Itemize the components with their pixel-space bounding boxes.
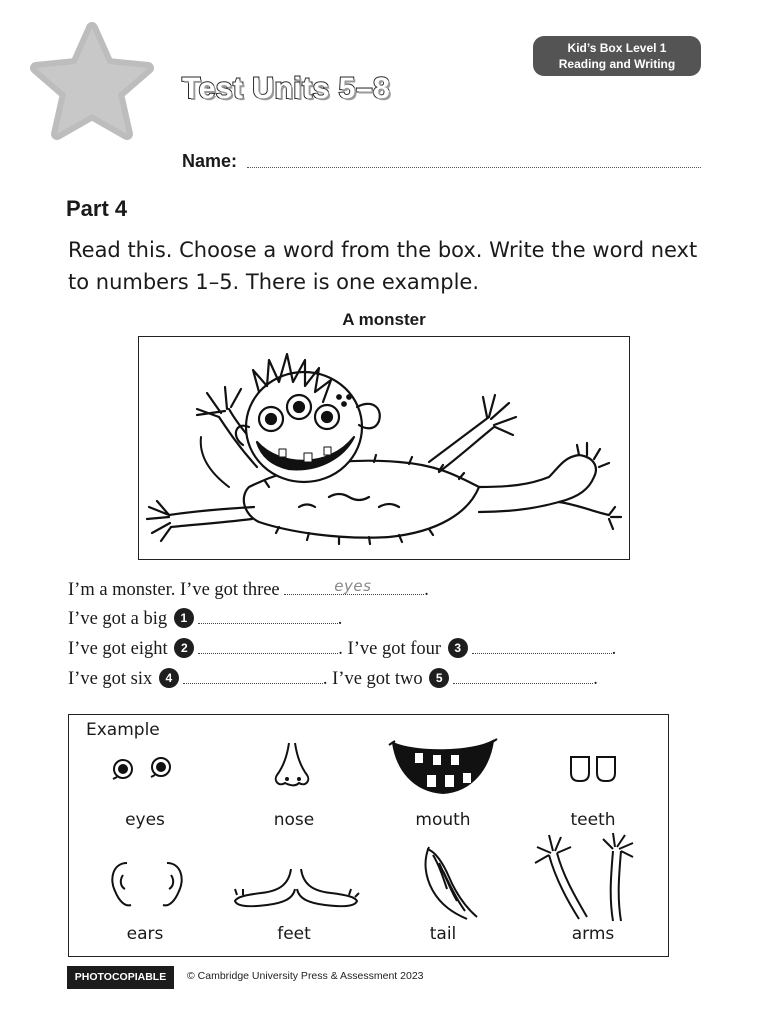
word-eyes: eyes — [125, 810, 165, 830]
word-arms: arms — [571, 924, 615, 944]
name-label: Name: — [182, 151, 238, 171]
ears-icon — [105, 857, 189, 913]
word-tail: tail — [429, 924, 457, 944]
sentence-text: I’ve got two — [332, 669, 423, 689]
question-number-3: 3 — [448, 638, 468, 658]
badge-line-1: Kid’s Box Level 1 — [567, 41, 667, 55]
name-field[interactable] — [247, 167, 701, 168]
word-nose: nose — [273, 810, 315, 830]
picture-title: A monster — [342, 310, 426, 329]
instructions: Read this. Choose a word from the box. Write the word next to numbers 1–5. There is one example. — [68, 238, 698, 294]
word-teeth: teeth — [570, 810, 616, 830]
sentence-2-3 — [68, 637, 616, 661]
answer-line-5[interactable] — [453, 667, 593, 684]
sentence-text: I’ve got six — [68, 669, 153, 689]
example-label: Example — [86, 720, 160, 740]
teeth-icon — [565, 751, 625, 787]
question-number-4: 4 — [159, 668, 179, 688]
word-ears: ears — [126, 924, 164, 944]
period: . — [337, 609, 343, 629]
answer-line-2[interactable] — [198, 637, 338, 654]
sentence-text: I’ve got four — [347, 639, 442, 659]
answer-line-example — [284, 578, 424, 595]
monster-illustration — [139, 337, 628, 558]
question-number-2: 2 — [174, 638, 194, 658]
period: . — [611, 639, 617, 659]
example-answer: eyes — [334, 577, 372, 595]
answer-line-3[interactable] — [472, 637, 612, 654]
photocopiable-badge: PHOTOCOPIABLE — [67, 966, 174, 989]
answer-line-4[interactable] — [183, 667, 323, 684]
sentence-text: I’ve got a big — [68, 609, 168, 629]
word-box — [68, 714, 669, 957]
arms-icon — [529, 831, 639, 927]
feet-icon — [231, 861, 361, 909]
sentence-example — [68, 578, 429, 602]
nose-icon — [265, 739, 325, 791]
star-icon — [28, 22, 156, 144]
level-badge — [533, 36, 701, 76]
period: . — [424, 580, 429, 600]
eyes-icon — [105, 749, 185, 789]
question-number-1: 1 — [174, 608, 194, 628]
mouth-icon — [385, 733, 501, 797]
period: . — [338, 639, 343, 659]
monster-picture — [138, 336, 630, 560]
sentence-4-5 — [68, 667, 598, 691]
copyright-text: © Cambridge University Press & Assessment 2023 — [187, 970, 424, 982]
sentence-1 — [68, 607, 342, 631]
badge-line-2: Reading and Writing — [558, 57, 676, 71]
word-feet: feet — [277, 924, 311, 944]
question-number-5: 5 — [429, 668, 449, 688]
word-mouth: mouth — [415, 810, 471, 830]
page-title: Test Units 5–8 — [182, 72, 391, 105]
answer-line-1[interactable] — [198, 607, 338, 624]
tail-icon — [409, 841, 489, 921]
period: . — [322, 669, 328, 689]
sentence-text: I’m a monster. I’ve got three — [68, 580, 280, 600]
sentence-text: I’ve got eight — [68, 639, 168, 659]
part-heading: Part 4 — [66, 196, 128, 221]
period: . — [593, 669, 598, 689]
